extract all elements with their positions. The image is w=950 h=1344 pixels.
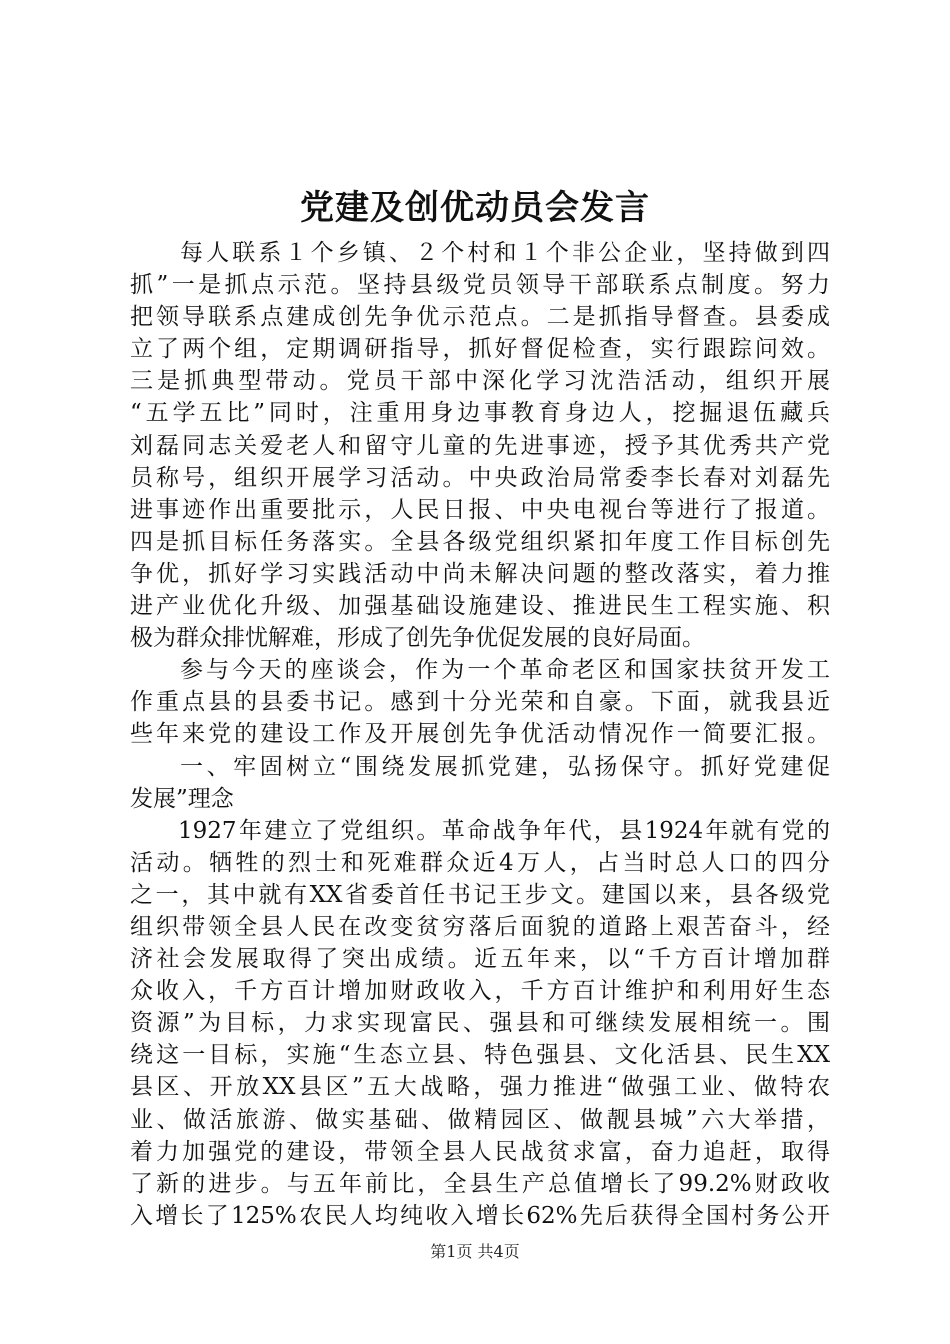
text-line: 四是抓目标任务落实。全县各级党组织紧扣年度工作目标创先	[130, 528, 830, 555]
text-line: 作重点县的县委书记。感到十分光荣和自豪。下面，就我县近	[130, 689, 830, 716]
text-line: 把领导联系点建成创先争优示范点。二是抓指导督查。县委成	[130, 304, 830, 331]
text-line: 极为群众排忧解难，形成了创先争优促发展的良好局面。	[130, 625, 705, 652]
text-line: 活动。牺牲的烈士和死难群众近4万人，占当时总人口的四分	[130, 849, 830, 876]
text-line: “五学五比”同时，注重用身边事教育身边人，挖掘退伍藏兵	[130, 400, 830, 427]
page-number-footer: 第1页 共4页	[430, 1242, 520, 1261]
text-line: 立了两个组，定期调研指导，抓好督促检查，实行跟踪问效。	[130, 336, 830, 363]
text-line: 发展”理念	[130, 785, 234, 812]
text-line: 入增长了125%农民人均纯收入增长62%先后获得全国村务公开	[130, 1202, 830, 1229]
text-line: 抓”一是抓点示范。坚持县级党员领导干部联系点制度。努力	[130, 272, 830, 299]
text-line: 进产业优化升级、加强基础设施建设、推进民生工程实施、积	[130, 593, 830, 620]
text-line: 众收入，千方百计增加财政收入，千方百计维护和利用好生态	[130, 978, 830, 1005]
text-line: 员称号，组织开展学习活动。中央政治局常委李长春对刘磊先	[130, 464, 830, 491]
text-line: 进事迹作出重要批示，人民日报、中央电视台等进行了报道。	[130, 496, 830, 523]
text-line: 济社会发展取得了突出成绩。近五年来，以“千方百计增加群	[130, 946, 830, 973]
document-body	[130, 237, 830, 1232]
text-line: 之一，其中就有XX省委首任书记王步文。建国以来，县各级党	[130, 881, 830, 908]
text-line: 组织带领全县人民在改变贫穷落后面貌的道路上艰苦奋斗，经	[130, 913, 830, 940]
text-line: 每人联系１个乡镇、２个村和１个非公企业，坚持做到四	[180, 240, 830, 266]
text-line: 刘磊同志关爱老人和留守儿童的先进事迹，授予其优秀共产党	[130, 432, 830, 459]
text-line: 三是抓典型带动。党员干部中深化学习沈浩活动，组织开展	[130, 368, 830, 395]
text-line: 了新的进步。与五年前比，全县生产总值增长了99.2%财政收	[130, 1170, 830, 1197]
text-line: 着力加强党的建设，带领全县人民战贫求富，奋力追赶，取得	[130, 1138, 830, 1165]
text-line: 一、牢固树立“围绕发展抓党建，弘扬保守。抓好党建促	[180, 753, 830, 780]
text-line: 业、做活旅游、做实基础、做精园区、做靓县城”六大举措，	[130, 1106, 830, 1133]
text-line: 绕这一目标，实施“生态立县、特色强县、文化活县、民生XX	[130, 1042, 830, 1069]
text-line: 些年来党的建设工作及开展创先争优活动情况作一简要汇报。	[130, 721, 830, 748]
document-title: 党建及创优动员会发言	[300, 188, 650, 228]
text-line: 资源”为目标，力求实现富民、强县和可继续发展相统一。围	[130, 1010, 830, 1037]
text-line: 县区、开放XX县区”五大战略，强力推进“做强工业、做特农	[130, 1074, 830, 1101]
text-line: 1927年建立了党组织。革命战争年代，县1924年就有党的	[178, 817, 830, 844]
text-line: 争优，抓好学习实践活动中尚未解决问题的整改落实，着力推	[130, 560, 830, 587]
text-line: 参与今天的座谈会，作为一个革命老区和国家扶贫开发工	[180, 657, 830, 684]
